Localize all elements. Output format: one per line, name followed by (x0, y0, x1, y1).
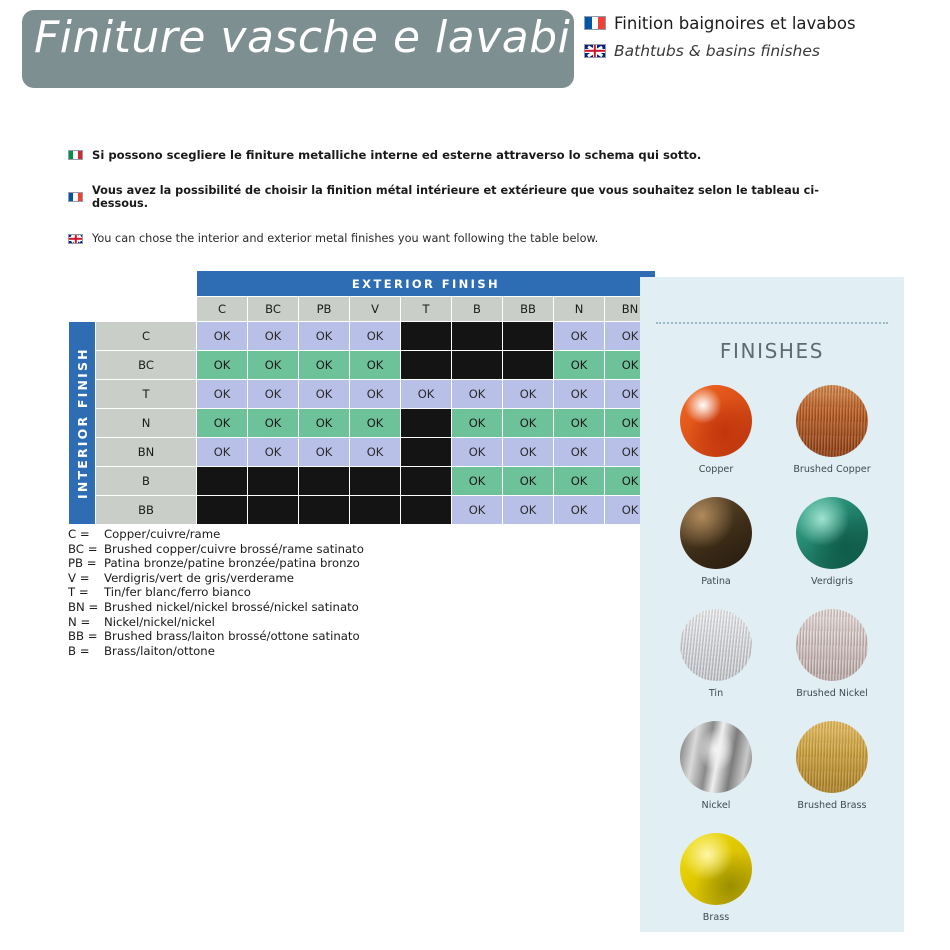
legend-item (68, 527, 364, 542)
interior-finish-title: INTERIOR FINISH (69, 322, 96, 525)
matrix-cell-unavailable (452, 351, 503, 380)
legend-item-code: V = (68, 570, 90, 585)
finish-swatch[interactable] (658, 385, 774, 475)
matrix-cell-ok: OK (197, 409, 248, 438)
exterior-finish-title: EXTERIOR FINISH (197, 271, 656, 297)
matrix-cell-ok: OK (554, 380, 605, 409)
matrix-cell-ok: OK (197, 351, 248, 380)
matrix-cell-ok: OK (350, 409, 401, 438)
matrix-row-header: BB (96, 496, 197, 525)
intro-notes (68, 148, 868, 267)
header-english-line (584, 38, 924, 64)
matrix-cell-ok: OK (299, 380, 350, 409)
matrix-cell-ok: OK (554, 351, 605, 380)
matrix-cell-ok: OK (605, 496, 656, 525)
italy-flag-icon (68, 150, 83, 160)
finish-swatch-label: Tin (708, 688, 724, 699)
matrix-cell-ok: OK (401, 380, 452, 409)
finish-swatch-label: Brushed Brass (797, 800, 867, 811)
legend-item (68, 585, 364, 600)
matrix-cell-ok: OK (248, 380, 299, 409)
finish-swatch[interactable] (658, 497, 774, 587)
legend-item-code: BC = (68, 541, 98, 556)
matrix-cell-ok: OK (197, 438, 248, 467)
matrix-cell-ok: OK (605, 409, 656, 438)
matrix-cell-ok: OK (554, 322, 605, 351)
matrix-cell-unavailable (248, 467, 299, 496)
matrix-cell-ok: OK (248, 351, 299, 380)
finish-swatch[interactable] (658, 833, 774, 923)
legend-item (68, 644, 364, 659)
legend-item-code: C = (68, 527, 90, 541)
legend-item-text: Copper/cuivre/rame (104, 527, 221, 541)
matrix-cell-unavailable (401, 351, 452, 380)
finish-swatch-disc (680, 609, 752, 681)
legend-item-text: Brushed nickel/nickel brossé/nickel satinato (104, 599, 359, 614)
matrix-cell-ok: OK (299, 351, 350, 380)
matrix-cell-ok: OK (452, 380, 503, 409)
matrix-cell-ok: OK (299, 438, 350, 467)
matrix-cell-ok: OK (350, 351, 401, 380)
note-french-text: Vous avez la possibilité de choisir la finition métal intérieure et extérieure que vous souhaitez selon le tableau ci-dessous. (92, 184, 819, 210)
finish-swatch-disc (796, 497, 868, 569)
legend-item (68, 556, 364, 571)
matrix-table (68, 270, 656, 525)
matrix-column-header: PB (299, 297, 350, 322)
legend-item (68, 629, 364, 644)
legend-item (68, 542, 364, 557)
note-english (68, 232, 868, 245)
note-french (68, 184, 868, 210)
matrix-cell-ok: OK (248, 409, 299, 438)
matrix-row-header: B (96, 467, 197, 496)
matrix-cell-ok: OK (299, 322, 350, 351)
finishes-panel (640, 277, 904, 932)
legend-item-code: PB = (68, 556, 97, 571)
matrix-cell-unavailable (350, 496, 401, 525)
matrix-cell-ok: OK (605, 322, 656, 351)
uk-flag-icon (584, 44, 606, 58)
matrix-cell-unavailable (350, 467, 401, 496)
finish-swatch-label: Patina (701, 576, 731, 587)
finish-swatch-disc (796, 385, 868, 457)
matrix-cell-unavailable (401, 467, 452, 496)
header-language-lines (584, 10, 924, 66)
matrix-column-header: V (350, 297, 401, 322)
matrix-column-header: C (197, 297, 248, 322)
matrix-cell-ok: OK (605, 380, 656, 409)
matrix-cell-ok: OK (605, 351, 656, 380)
finish-swatch-disc (680, 721, 752, 793)
finishes-panel-title: FINISHES (719, 339, 825, 363)
matrix-row-header: N (96, 409, 197, 438)
finish-swatch-grid (658, 385, 890, 945)
finish-swatch-label: Verdigris (811, 576, 853, 587)
finish-swatch-label: Brass (702, 912, 730, 923)
matrix-cell-unavailable (452, 322, 503, 351)
legend-item (68, 571, 364, 586)
matrix-cell-ok: OK (452, 496, 503, 525)
matrix-column-header: BB (503, 297, 554, 322)
matrix-cell-ok: OK (554, 409, 605, 438)
matrix-corner (69, 297, 96, 322)
legend-list (68, 527, 364, 658)
matrix-cell-ok: OK (452, 438, 503, 467)
matrix-cell-ok: OK (452, 409, 503, 438)
matrix-cell-ok: OK (605, 467, 656, 496)
matrix-cell-unavailable (401, 438, 452, 467)
matrix-cell-ok: OK (350, 322, 401, 351)
matrix-column-header: N (554, 297, 605, 322)
finish-swatch-disc (680, 497, 752, 569)
france-flag-icon (584, 16, 606, 30)
note-italian-text: Si possono scegliere le finiture metalliche interne ed esterne attraverso lo schema qui sotto. (92, 148, 702, 162)
matrix-cell-ok: OK (554, 496, 605, 525)
finish-swatch-disc (796, 609, 868, 681)
legend-item-text: Tin/fer blanc/ferro bianco (104, 585, 251, 600)
legend-item-code: N = (68, 614, 91, 629)
header-french-text: Finition baignoires et lavabos (614, 13, 856, 33)
matrix-cell-unavailable (503, 351, 554, 380)
finish-swatch-label: Brushed Nickel (796, 688, 868, 699)
panel-divider (656, 322, 888, 324)
legend-item (68, 600, 364, 615)
matrix-cell-unavailable (503, 322, 554, 351)
finish-swatch[interactable] (774, 385, 890, 475)
matrix-cell-ok: OK (197, 322, 248, 351)
finish-swatch[interactable] (658, 721, 774, 811)
matrix-cell-ok: OK (350, 438, 401, 467)
note-english-text: You can chose the interior and exterior metal finishes you want following the table below. (92, 232, 599, 245)
matrix-cell-ok: OK (554, 438, 605, 467)
matrix-corner (96, 297, 197, 322)
legend-item-text: Brass/laiton/ottone (104, 643, 215, 658)
matrix-row-header: BC (96, 351, 197, 380)
matrix-row-header: T (96, 380, 197, 409)
matrix-cell-unavailable (299, 467, 350, 496)
legend-item-code: BB = (68, 629, 98, 644)
matrix-column-header: BC (248, 297, 299, 322)
matrix-cell-ok: OK (248, 438, 299, 467)
matrix-corner (96, 271, 197, 297)
matrix-cell-ok: OK (197, 380, 248, 409)
legend-item-code: BN = (68, 599, 99, 614)
legend-item-text: Brushed copper/cuivre brossé/rame satinato (104, 541, 364, 556)
finish-swatch-disc (796, 721, 868, 793)
matrix-row-header: BN (96, 438, 197, 467)
finish-swatch-label: Copper (698, 464, 734, 475)
header-english-text: Bathtubs & basins finishes (614, 42, 820, 60)
finish-swatch-disc (680, 385, 752, 457)
finish-swatch[interactable] (774, 721, 890, 811)
page-title: Finiture vasche e lavabi (34, 12, 571, 63)
matrix-cell-ok: OK (299, 409, 350, 438)
matrix-cell-unavailable (197, 467, 248, 496)
matrix-column-header: B (452, 297, 503, 322)
legend-item-text: Brushed brass/laiton brossé/ottone satinato (104, 629, 360, 644)
matrix-cell-unavailable (401, 409, 452, 438)
matrix-cell-ok: OK (503, 380, 554, 409)
finish-swatch-disc (680, 833, 752, 905)
finish-swatch-label: Nickel (701, 800, 731, 811)
finish-swatch[interactable] (658, 609, 774, 699)
matrix-cell-ok: OK (503, 496, 554, 525)
matrix-cell-ok: OK (605, 438, 656, 467)
matrix-column-header: T (401, 297, 452, 322)
matrix-cell-ok: OK (350, 380, 401, 409)
matrix-row-header: C (96, 322, 197, 351)
matrix-cell-ok: OK (248, 322, 299, 351)
matrix-cell-ok: OK (554, 467, 605, 496)
matrix-cell-unavailable (197, 496, 248, 525)
matrix-cell-ok: OK (503, 467, 554, 496)
legend-item-text: Verdigris/vert de gris/verderame (104, 570, 294, 585)
matrix-column-header: BN (605, 297, 656, 322)
legend-item-code: B = (68, 643, 90, 658)
matrix-cell-unavailable (401, 496, 452, 525)
matrix-cell-unavailable (401, 322, 452, 351)
uk-flag-icon (68, 234, 83, 244)
matrix-cell-ok: OK (503, 438, 554, 467)
legend-item-text: Patina bronze/patine bronzée/patina bronzo (104, 556, 360, 571)
legend-item-code: T = (68, 585, 89, 600)
finish-swatch[interactable] (774, 609, 890, 699)
matrix-corner (69, 271, 96, 297)
matrix-cell-ok: OK (452, 467, 503, 496)
matrix-cell-unavailable (248, 496, 299, 525)
note-italian (68, 148, 868, 162)
france-flag-icon (68, 192, 83, 202)
matrix-cell-unavailable (299, 496, 350, 525)
finish-swatch[interactable] (774, 497, 890, 587)
header-french-line (584, 10, 924, 36)
legend-item-text: Nickel/nickel/nickel (104, 614, 215, 629)
matrix-cell-ok: OK (503, 409, 554, 438)
finish-compatibility-matrix (68, 270, 656, 525)
legend-item (68, 615, 364, 630)
finish-swatch-label: Brushed Copper (793, 464, 871, 475)
